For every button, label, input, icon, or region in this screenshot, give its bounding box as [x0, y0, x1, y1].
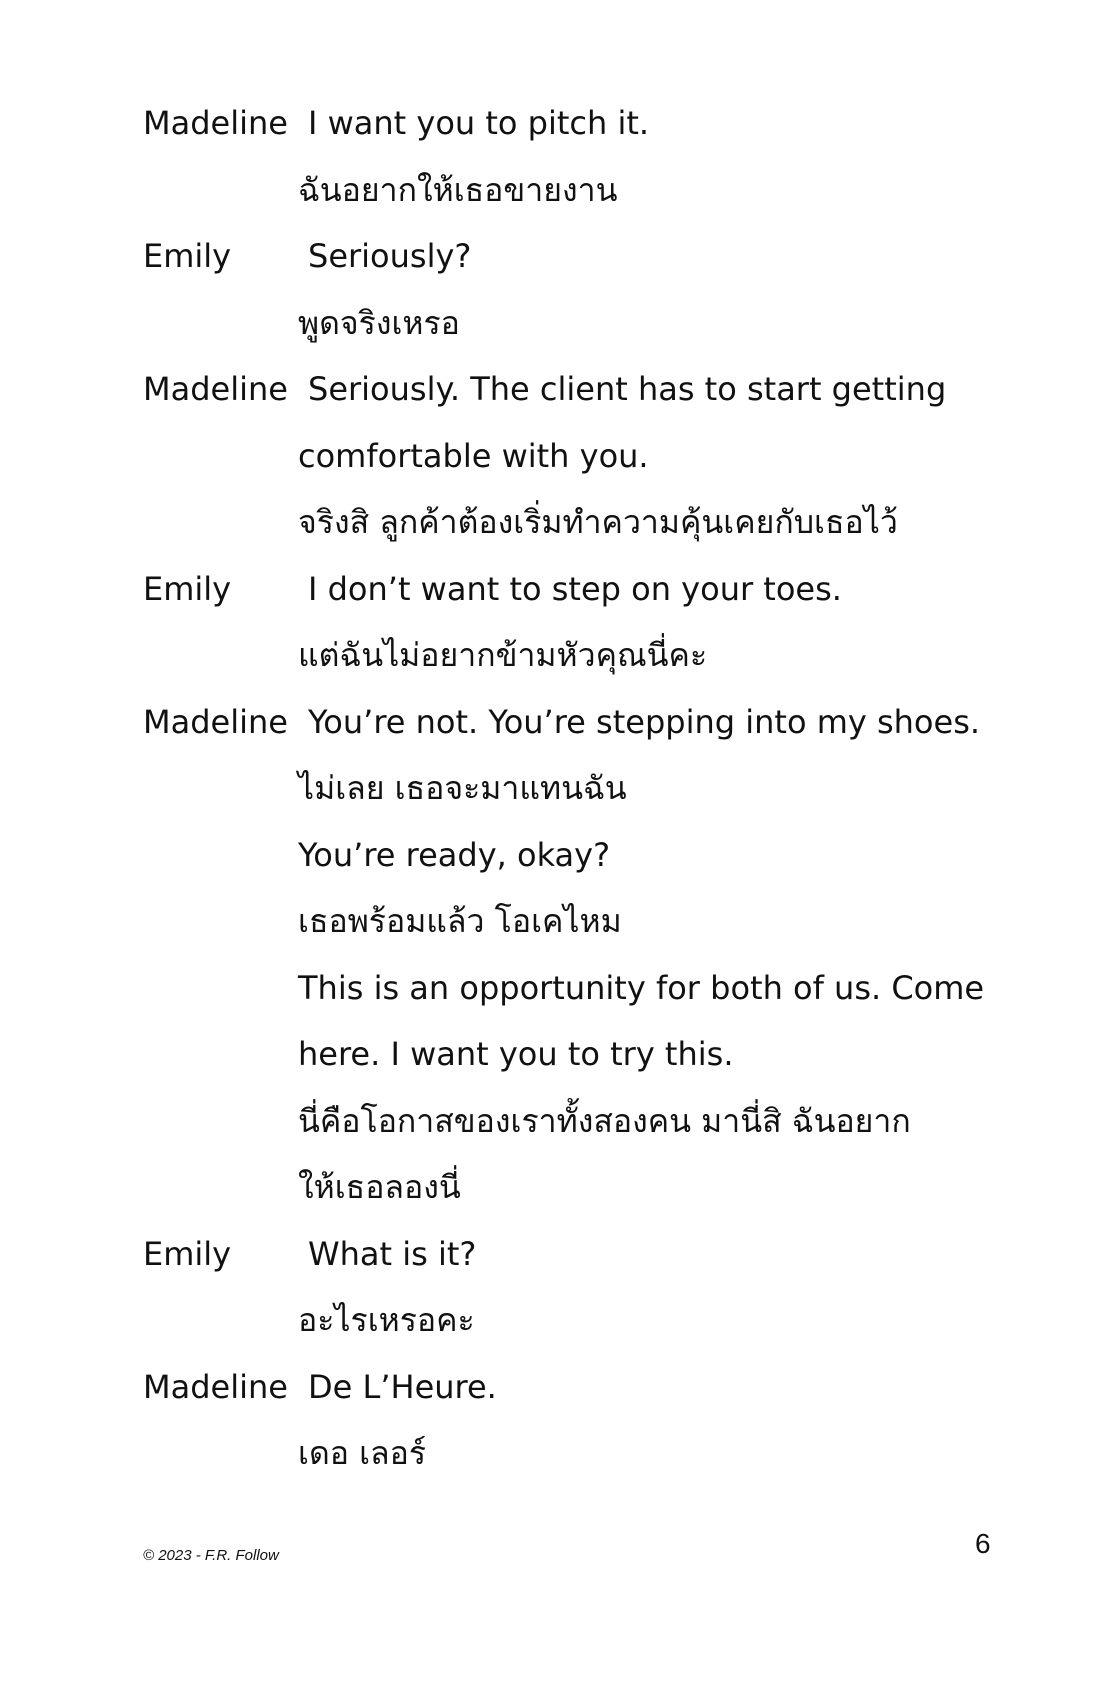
dialogue-text: Seriously? [308, 237, 472, 275]
speaker-name: Madeline [143, 702, 288, 741]
speaker-name: Madeline [143, 370, 288, 408]
dialogue-line [0, 1021, 1100, 1088]
dialogue-line [0, 1354, 1100, 1421]
page-number: 6 [975, 1528, 991, 1559]
dialogue-line [0, 556, 1100, 623]
dialogue-text: You’re not. You’re stepping into my shoes. [308, 702, 981, 741]
dialogue-line [0, 622, 1100, 689]
dialogue-line [0, 955, 1100, 1022]
dialogue-line [0, 90, 1100, 157]
dialogue-line [0, 1154, 1100, 1221]
dialogue-block [0, 90, 1100, 1487]
dialogue-text: Seriously. The client has to start getting [308, 370, 947, 408]
dialogue-line [0, 755, 1100, 822]
dialogue-text: เธอพร้อมแล้ว โอเคไหม [298, 902, 622, 940]
dialogue-line [0, 689, 1100, 756]
dialogue-line [0, 223, 1100, 290]
dialogue-text: I don’t want to step on your toes. [308, 569, 842, 608]
dialogue-text: นี่คือโอกาสของเราทั้งสองคน มานี่สิ ฉันอยาก [298, 1101, 911, 1140]
dialogue-line [0, 489, 1100, 556]
dialogue-line [0, 157, 1100, 224]
dialogue-text: ให้เธอลองนี่ [298, 1168, 461, 1206]
dialogue-text: พูดจริงเหรอ [298, 303, 460, 342]
speaker-name: Madeline [143, 1367, 288, 1406]
speaker-name: Emily [143, 569, 232, 608]
dialogue-text: เดอ เลอร์ [298, 1434, 427, 1472]
speaker-name: Emily [143, 1234, 232, 1273]
dialogue-line [0, 290, 1100, 357]
dialogue-line [0, 1420, 1100, 1487]
dialogue-text: De L’Heure. [308, 1367, 497, 1406]
dialogue-text: ฉันอยากให้เธอขายงาน [298, 170, 618, 209]
dialogue-text: I want you to pitch it. [308, 104, 650, 142]
speaker-name: Madeline [143, 104, 288, 142]
dialogue-line [0, 1221, 1100, 1288]
dialogue-text: You’re ready, okay? [298, 835, 611, 874]
dialogue-text: here. I want you to try this. [298, 1035, 734, 1073]
dialogue-line [0, 1088, 1100, 1155]
dialogue-line [0, 822, 1100, 889]
dialogue-line [0, 1287, 1100, 1354]
dialogue-text: ไม่เลย เธอจะมาแทนฉัน [298, 769, 627, 807]
dialogue-text: อะไรเหรอคะ [298, 1301, 475, 1339]
dialogue-text: What is it? [308, 1234, 477, 1273]
speaker-name: Emily [143, 237, 232, 275]
dialogue-line [0, 423, 1100, 490]
dialogue-line [0, 888, 1100, 955]
copyright-footer: © 2023 - F.R. Follow [143, 1547, 279, 1564]
dialogue-text: comfortable with you. [298, 436, 649, 475]
dialogue-text: จริงสิ ลูกค้าต้องเริ่มทำความคุ้นเคยกับเธอไว้ [298, 503, 898, 541]
dialogue-text: This is an opportunity for both of us. Come [298, 968, 985, 1007]
dialogue-text: แต่ฉันไม่อยากข้ามหัวคุณนี่คะ [298, 636, 708, 674]
dialogue-line [0, 356, 1100, 423]
